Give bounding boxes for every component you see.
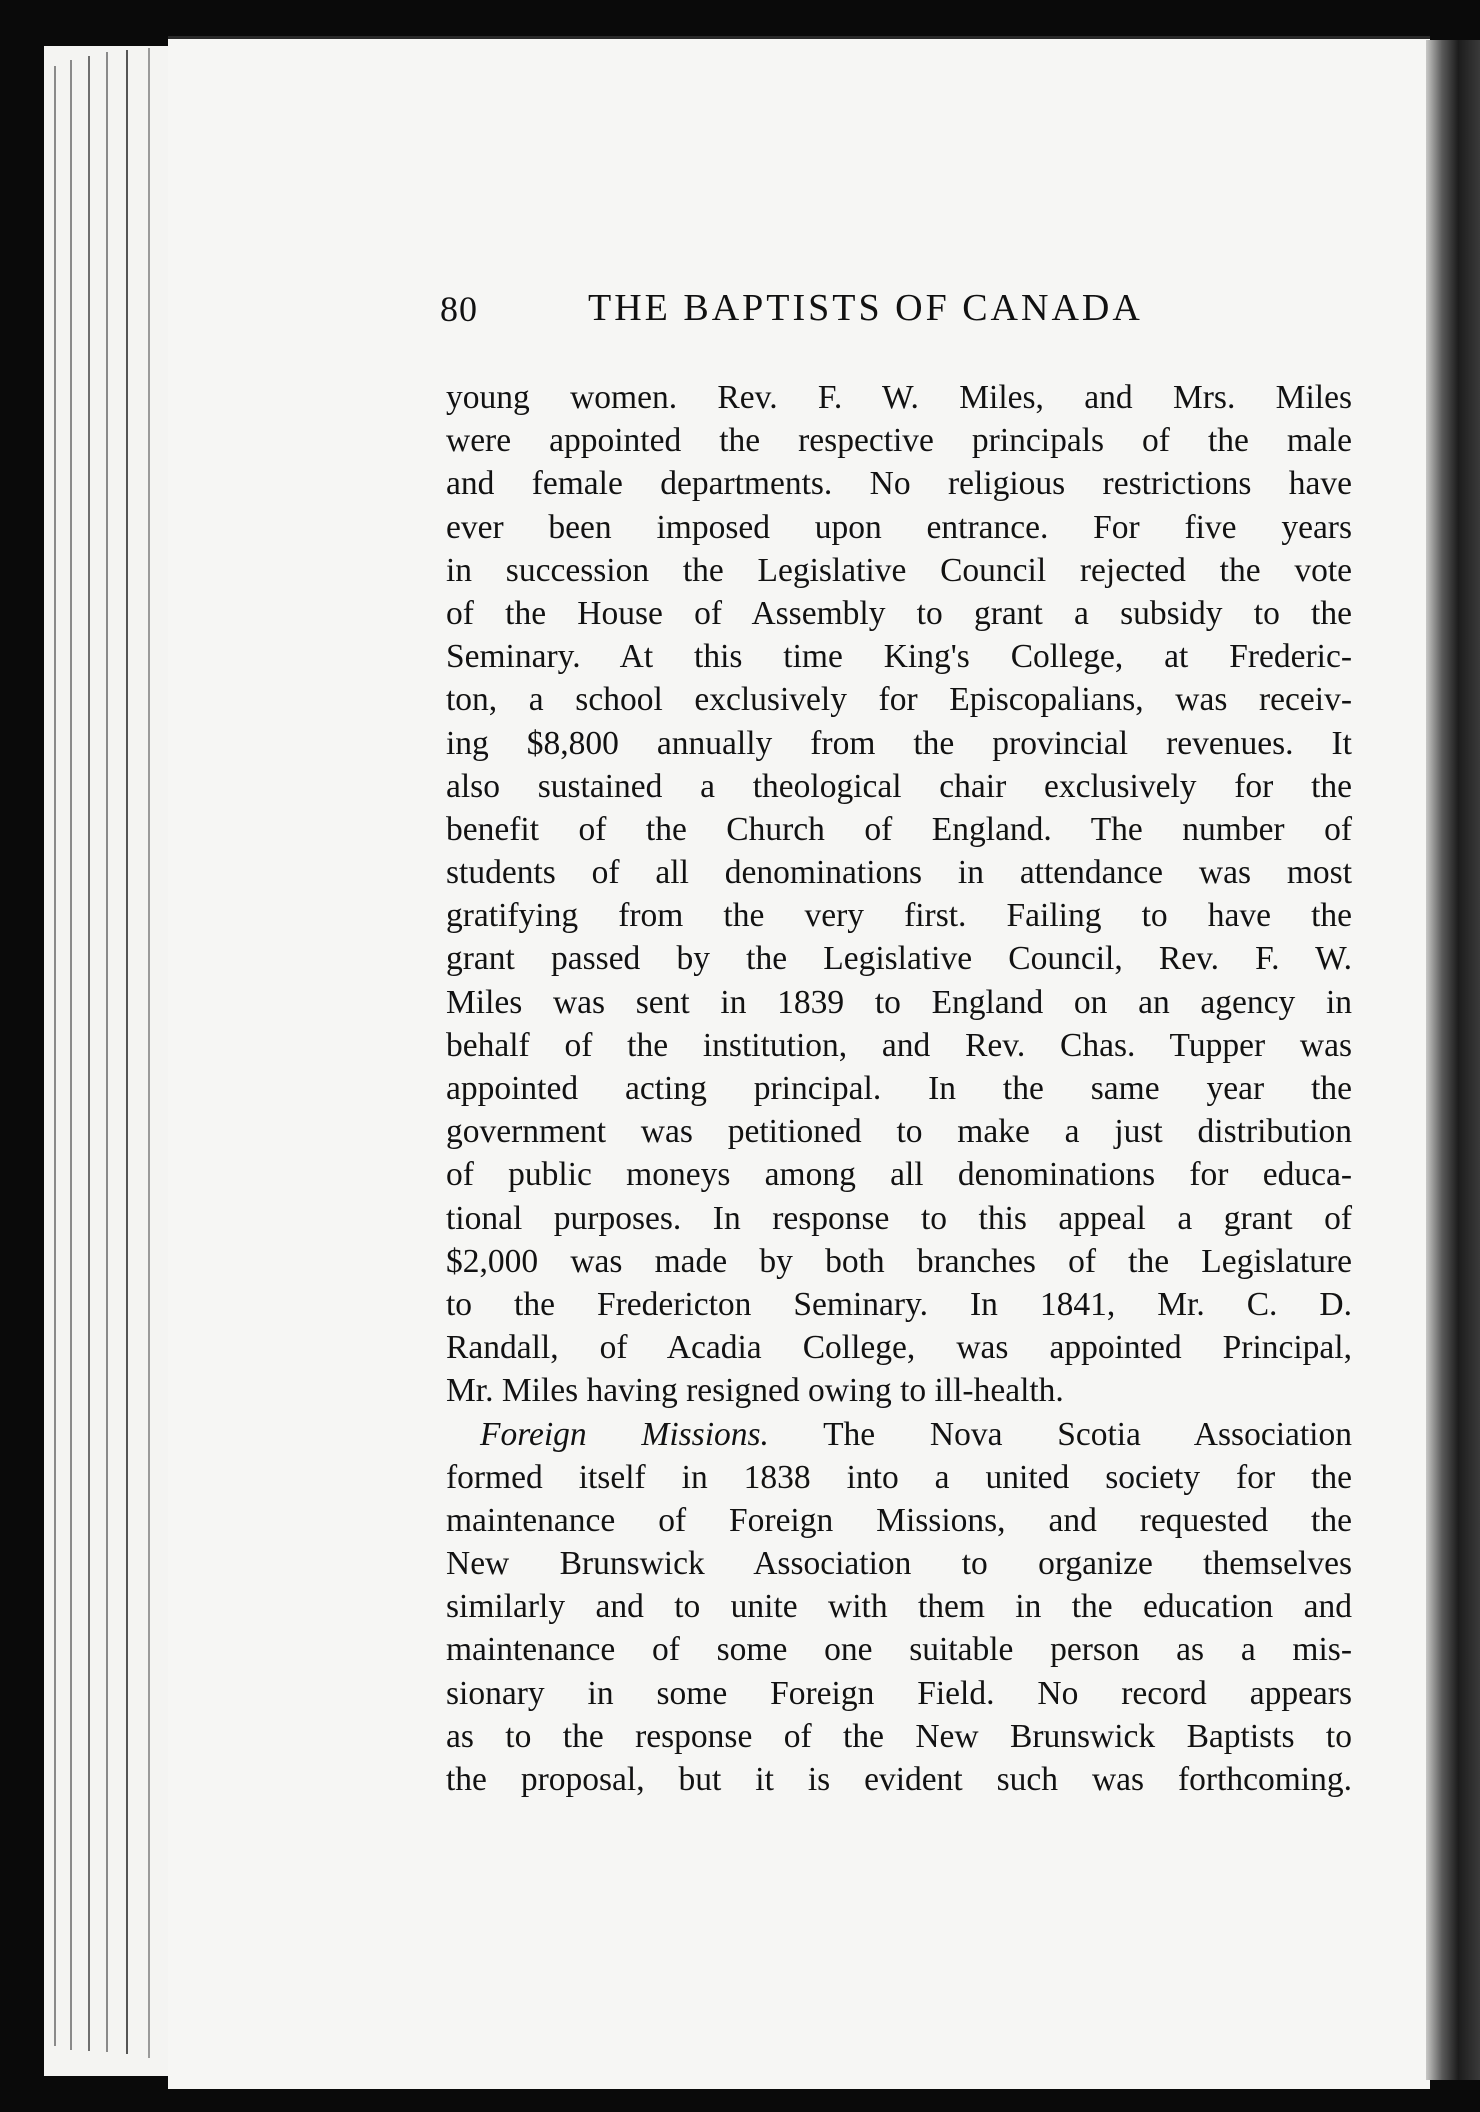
text-line: appointed acting principal. In the same year the	[446, 1070, 1352, 1107]
page-edge-line	[126, 50, 128, 2054]
page-edge-line	[70, 60, 72, 2050]
text-line: students of all denominations in attendance was most	[446, 854, 1352, 892]
text-line: Miles was sent in 1839 to England on an agency in	[446, 983, 1352, 1021]
text-line: sionary in some Foreign Field. No record appears	[446, 1674, 1352, 1712]
text-line: benefit of the Church of England. The number of	[446, 810, 1352, 848]
text-line: behalf of the institution, and Rev. Chas. Tupper was	[446, 1026, 1352, 1064]
section-heading-foreign-missions: Foreign Missions.	[480, 1415, 769, 1453]
text-line: maintenance of Foreign Missions, and requested the	[446, 1501, 1352, 1539]
text-line: Seminary. At this time King's College, at Frederic-	[446, 638, 1352, 676]
page-edges	[44, 46, 174, 2076]
text-line: young women. Rev. F. W. Miles, and Mrs. Miles	[446, 379, 1352, 416]
running-head	[440, 286, 1220, 338]
text-line: $2,000 was made by both branches of the Legislature	[446, 1242, 1352, 1280]
text-line: in succession the Legislative Council rejected the vote	[446, 551, 1352, 589]
text-line: formed itself in 1838 into a united society for the	[446, 1458, 1352, 1496]
text-line: grant passed by the Legislative Council, Rev. F. W.	[446, 940, 1352, 978]
text-line: the proposal, but it is evident such was forthcoming.	[446, 1761, 1352, 1798]
text-line: ton, a school exclusively for Episcopalians, was receiv-	[446, 681, 1352, 719]
section-first-line	[446, 1413, 1352, 1456]
text-line: Mr. Miles having resigned owing to ill-health.	[446, 1372, 1064, 1410]
page-edge-line	[148, 48, 150, 2058]
section-first-line-text: The Nova Scotia Association	[823, 1415, 1352, 1453]
text-line: to the Fredericton Seminary. In 1841, Mr. C. D.	[446, 1285, 1352, 1323]
text-line: also sustained a theological chair exclusively for the	[446, 767, 1352, 805]
page-edge-line	[106, 52, 108, 2052]
text-line: maintenance of some one suitable person as a mis-	[446, 1631, 1352, 1669]
text-line: New Brunswick Association to organize themselves	[446, 1545, 1352, 1583]
text-line: tional purposes. In response to this appeal a grant of	[446, 1199, 1352, 1237]
text-line: of public moneys among all denominations for educa-	[446, 1156, 1352, 1194]
text-line: and female departments. No religious restrictions have	[446, 465, 1352, 503]
text-line: were appointed the respective principals of the male	[446, 422, 1352, 460]
text-line: gratifying from the very first. Failing to have the	[446, 897, 1352, 935]
binding-shadow	[1426, 40, 1480, 2080]
page-edge-line	[88, 56, 90, 2051]
text-line: Randall, of Acadia College, was appointed Principal,	[446, 1329, 1352, 1367]
text-line: of the House of Assembly to grant a subsidy to the	[446, 594, 1352, 632]
page-number: 80	[440, 289, 478, 329]
page-edge-line	[54, 66, 56, 2046]
body-text	[446, 376, 1352, 1801]
text-line: similarly and to unite with them in the education and	[446, 1588, 1352, 1626]
text-line: as to the response of the New Brunswick Baptists to	[446, 1717, 1352, 1755]
book-title: THE BAPTISTS OF CANADA	[588, 287, 1143, 329]
text-line: ever been imposed upon entrance. For five years	[446, 508, 1352, 546]
text-line: ing $8,800 annually from the provincial revenues. It	[446, 724, 1352, 762]
text-line: government was petitioned to make a just distribution	[446, 1113, 1352, 1151]
